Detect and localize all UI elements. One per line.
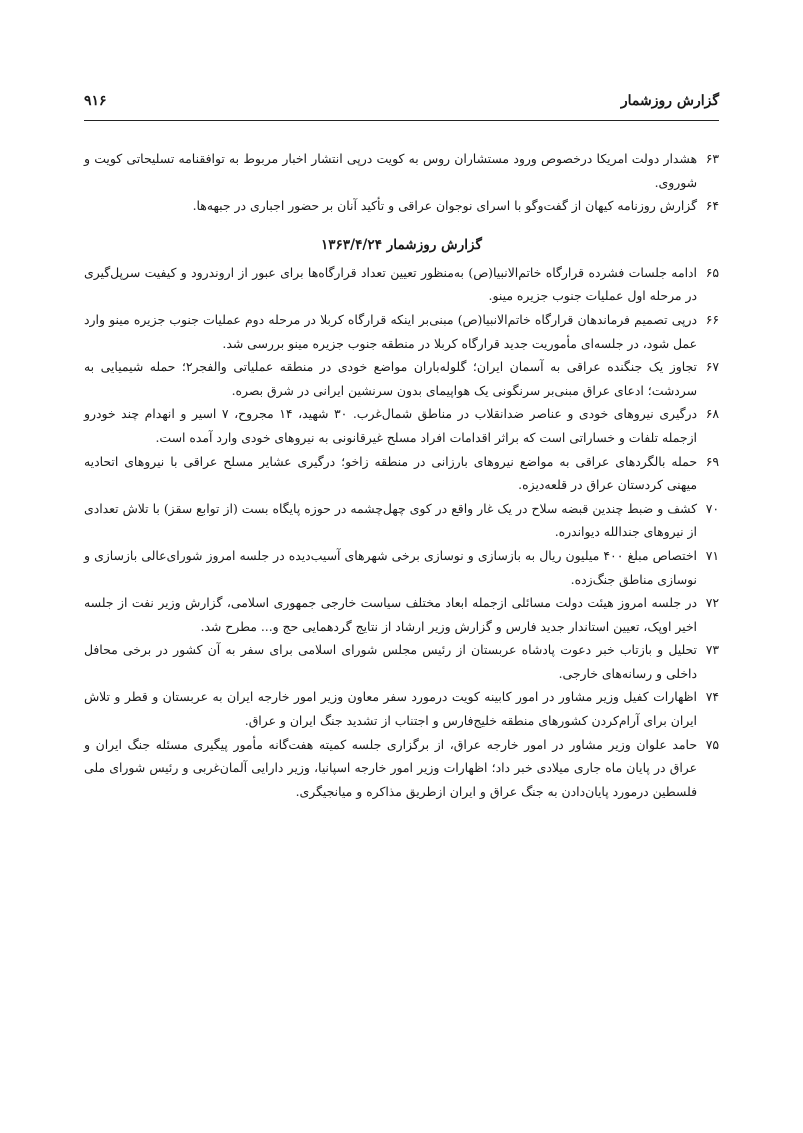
item-number: ۶۴ bbox=[705, 198, 719, 214]
page-header bbox=[84, 88, 719, 114]
item-number: ۷۰ bbox=[705, 500, 719, 516]
item-number: ۷۵ bbox=[705, 736, 719, 752]
item-text: درگیری نیروهای خودی و عناصر ضدانقلاب در مناطق شمال‌غرب. ۳۰ شهید، ۱۴ مجروح، ۷ اسیر و انهدام چند خودرو ازجمله تلفات و خساراتی است که براثر اقدامات افراد مسلح غیرقانونی به نیروهای خودی وارد آمده است. bbox=[84, 406, 697, 445]
item-text: در جلسه امروز هیئت دولت مسائلی ازجمله ابعاد مختلف سیاست خارجی جمهوری اسلامی، گزارش وزیر نفت از جلسه اخیر اوپک، تعیین استاندار جدید فارس و گزارش وزیر ارشاد از نتایج گردهمایی حج و... مطرح شد. bbox=[84, 595, 697, 634]
list-item bbox=[84, 450, 719, 497]
item-text: هشدار دولت امریکا درخصوص ورود مستشاران روس به کویت درپی انتشار اخبار مربوط به توافقنامه تسلیحاتی کویت و شوروی. bbox=[84, 151, 697, 190]
running-title: گزارش روزشمار bbox=[620, 93, 719, 109]
page-content bbox=[84, 147, 719, 803]
item-number: ۶۷ bbox=[705, 359, 719, 375]
item-text: حمله بالگردهای عراقی به مواضع نیروهای بارزانی در منطقه زاخو؛ درگیری عشایر مسلح عراقی با نیروهای اتحادیه میهنی کردستان عراق در قلعه‌دیزه. bbox=[84, 453, 697, 493]
section-title: گزارش روزشمار ۱۳۶۳/۴/۲۴ bbox=[320, 236, 483, 253]
list-item bbox=[84, 261, 719, 308]
list-item bbox=[84, 194, 719, 218]
item-number: ۶۶ bbox=[705, 311, 719, 327]
list-item bbox=[84, 497, 719, 544]
item-text: ادامه جلسات فشرده قرارگاه خاتم‌الانبیا(ص) به‌منظور تعیین تعداد قرارگاه‌ها برای عبور از اروندرود و کیفیت سرپل‌گیری در مرحله اول عملیات جنوب جزیره مینو. bbox=[84, 264, 697, 304]
list-item bbox=[84, 355, 719, 402]
list-item bbox=[84, 308, 719, 355]
item-text: اختصاص مبلغ ۴۰۰ میلیون ریال به بازسازی و نوسازی برخی شهرهای آسیب‌دیده در جلسه امروز شورای‌عالی بازسازی و نوسازی مناطق جنگ‌زده. bbox=[84, 547, 697, 587]
list-item bbox=[84, 544, 719, 591]
list-item bbox=[84, 638, 719, 685]
item-number: ۷۴ bbox=[705, 689, 719, 705]
item-number: ۷۲ bbox=[705, 595, 719, 611]
header-divider bbox=[84, 120, 719, 121]
item-number: ۶۵ bbox=[705, 264, 719, 280]
item-text: تحلیل و بازتاب خبر دعوت پادشاه عربستان از رئیس مجلس شورای اسلامی برای سفر به آن کشور در برخی محافل داخلی و رسانه‌های خارجی. bbox=[84, 642, 697, 681]
page-number: ۹۱۶ bbox=[84, 93, 107, 109]
item-text: حامد علوان وزیر مشاور در امور خارجه عراق، از برگزاری جلسه کمیته هفت‌گانه مأمور پیگیری مسئله جنگ ایران و عراق در پایان ماه جاری میلادی خبر داد؛ اظهارات وزیر امور خارجه اسپانیا، وزیر دارایی آلمان‌غربی و رئیس شورای ملی فلسطین درمورد پایان‌دادن به جنگ عراق و ایران ازطریق مذاکره و میانجیگری. bbox=[84, 736, 697, 799]
list-item bbox=[84, 402, 719, 449]
item-text: کشف و ضبط چندین قبضه سلاح در یک غار واقع در کوی چهل‌چشمه در حوزه پایگاه بست (از توابع سقز) با تلاش تعدادی از نیروهای جندالله دیواندره. bbox=[84, 500, 697, 540]
list-item bbox=[84, 147, 719, 194]
list-item bbox=[84, 685, 719, 732]
item-text: تجاوز یک جنگنده عراقی به آسمان ایران؛ گلوله‌باران مواضع خودی در منطقه عملیاتی والفجر۲؛ حمله شیمیایی به سردشت؛ ادعای عراق مبنی‌بر سرنگونی یک هواپیمای بدون سرنشین ایرانی در شرق بصره. bbox=[84, 359, 697, 398]
item-number: ۷۳ bbox=[705, 642, 719, 658]
list-item bbox=[84, 591, 719, 638]
item-number: ۶۸ bbox=[705, 406, 719, 422]
item-text: اظهارات کفیل وزیر مشاور در امور کابینه کویت درمورد سفر معاون وزیر امور خارجه ایران به عربستان و قطر و تلاش ایران برای آرام‌کردن کشورهای منطقه خلیج‌فارس و اجتناب از تشدید جنگ ایران و عراق. bbox=[84, 689, 697, 729]
item-number: ۶۳ bbox=[705, 151, 719, 166]
item-text: گزارش روزنامه کیهان از گفت‌وگو با اسرای نوجوان عراقی و تأکید آنان بر حضور اجباری در جبهه‌ها. bbox=[192, 198, 697, 214]
list-item bbox=[84, 733, 719, 804]
item-number: ۶۹ bbox=[705, 453, 719, 469]
item-number: ۷۱ bbox=[705, 547, 719, 563]
item-text: درپی تصمیم فرماندهان قرارگاه خاتم‌الانبیا(ص) مبنی‌بر اینکه قرارگاه کربلا در مرحله دوم عملیات جنوب جزیره مینو وارد عمل شود، در جلسه‌ای مأموریت جدید قرارگاه کربلا در منطقه جنوب جزیره مینو بررسی شد. bbox=[84, 311, 697, 351]
